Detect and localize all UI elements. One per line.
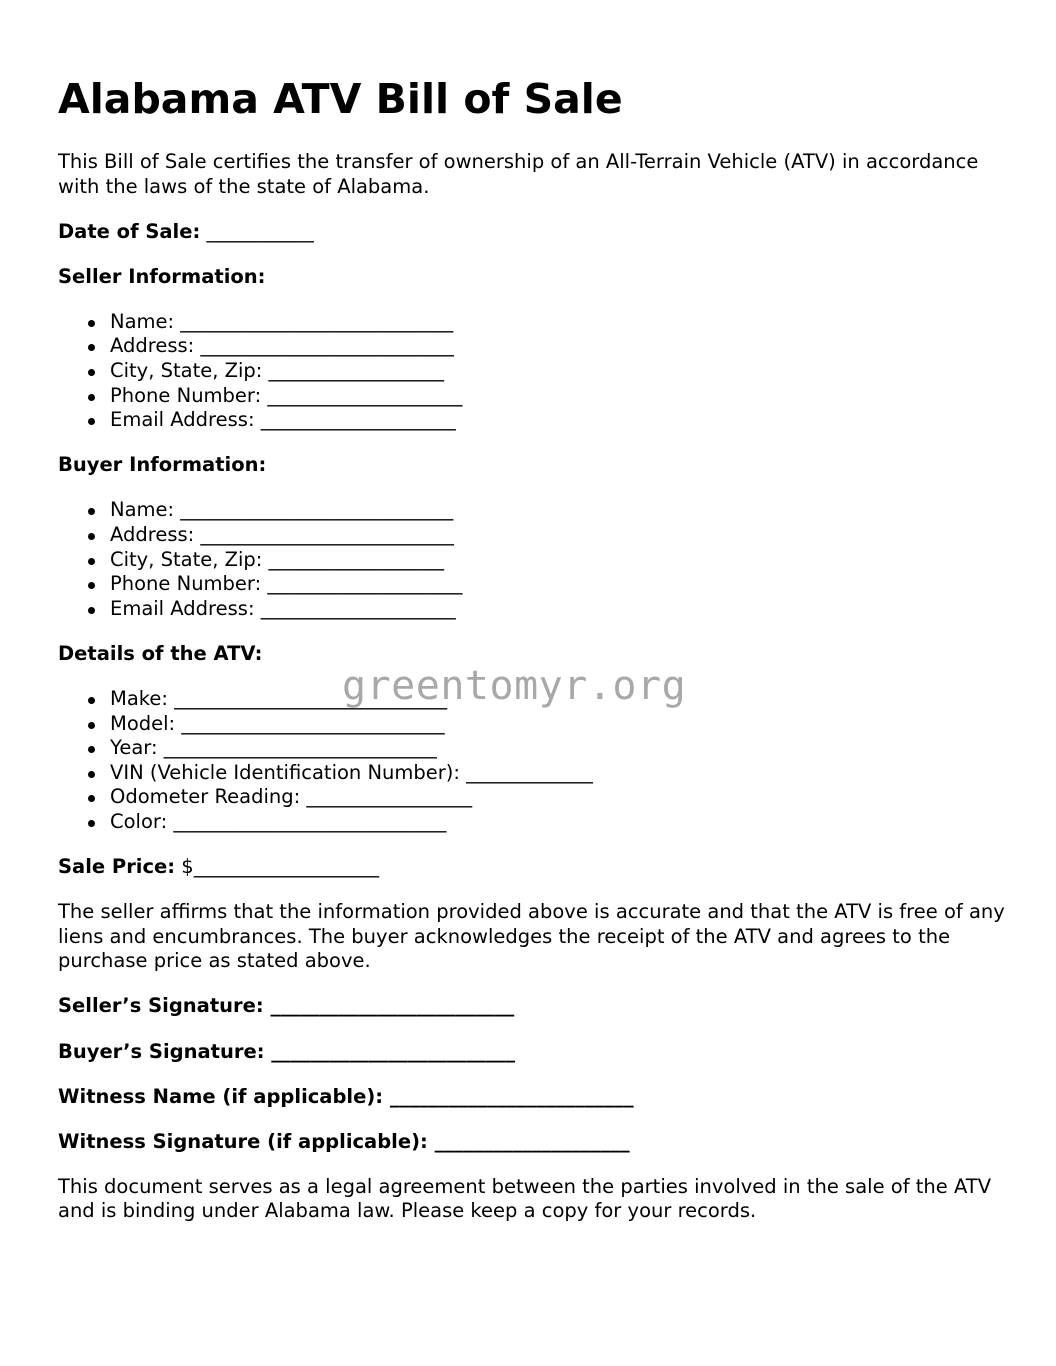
seller-email-field[interactable]: Email Address: ____________________ <box>110 408 1018 433</box>
atv-details-heading: Details of the ATV: <box>58 641 263 665</box>
witness-signature-line[interactable]: Witness Signature (if applicable): ____________________ <box>58 1129 630 1153</box>
closing-paragraph: This document serves as a legal agreement between the parties involved in the sale of the ATV and is binding under Alabama law. Please keep a copy for your records. <box>58 1174 992 1223</box>
buyer-phone-field[interactable]: Phone Number: ____________________ <box>110 572 1018 597</box>
buyer-email-field[interactable]: Email Address: ____________________ <box>110 597 1018 622</box>
sale-price-line <box>58 855 1018 880</box>
atv-color-field[interactable]: Color: ____________________________ <box>110 810 1018 835</box>
atv-odometer-field[interactable]: Odometer Reading: _________________ <box>110 785 1018 810</box>
seller-signature-line[interactable]: Seller’s Signature: _________________________ <box>58 994 515 1018</box>
sale-price-blank[interactable]: $___________________ <box>181 855 379 879</box>
intro-paragraph: This Bill of Sale certifies the transfer of ownership of an All-Terrain Vehicle (ATV) in accordance with the laws of the state of Alabama. <box>58 150 979 198</box>
atv-make-field[interactable]: Make: ____________________________ <box>110 687 1018 712</box>
buyer-name-field[interactable]: Name: ____________________________ <box>110 498 1018 523</box>
buyer-city-state-zip-field[interactable]: City, State, Zip: __________________ <box>110 548 1018 573</box>
document-page <box>58 70 1018 1245</box>
seller-fields-list <box>58 310 1018 433</box>
seller-city-state-zip-field[interactable]: City, State, Zip: __________________ <box>110 359 1018 384</box>
atv-year-field[interactable]: Year: ____________________________ <box>110 736 1018 761</box>
affirmation-paragraph: The seller affirms that the information provided above is accurate and that the ATV is free of any liens and encumbrances. The buyer acknowledges the receipt of the ATV and agrees to the purchase price as stated above. <box>58 900 1005 973</box>
buyer-address-field[interactable]: Address: __________________________ <box>110 523 1018 548</box>
document-title: Alabama ATV Bill of Sale <box>58 75 623 123</box>
buyer-heading: Buyer Information: <box>58 453 267 477</box>
seller-phone-field[interactable]: Phone Number: ____________________ <box>110 384 1018 409</box>
date-of-sale-line <box>58 220 1018 245</box>
seller-address-field[interactable]: Address: __________________________ <box>110 334 1018 359</box>
date-of-sale-blank[interactable]: ___________ <box>206 219 314 243</box>
date-of-sale-label: Date of Sale: <box>58 219 201 243</box>
buyer-signature-line[interactable]: Buyer’s Signature: _________________________ <box>58 1039 516 1063</box>
seller-heading: Seller Information: <box>58 264 266 288</box>
atv-vin-field[interactable]: VIN (Vehicle Identification Number): _____________ <box>110 761 1018 786</box>
witness-name-line[interactable]: Witness Name (if applicable): _________________________ <box>58 1084 634 1108</box>
sale-price-label: Sale Price: <box>58 855 176 879</box>
buyer-fields-list <box>58 498 1018 621</box>
watermark-text: greentomyr.org <box>342 663 687 709</box>
atv-model-field[interactable]: Model: ___________________________ <box>110 712 1018 737</box>
seller-name-field[interactable]: Name: ____________________________ <box>110 310 1018 335</box>
